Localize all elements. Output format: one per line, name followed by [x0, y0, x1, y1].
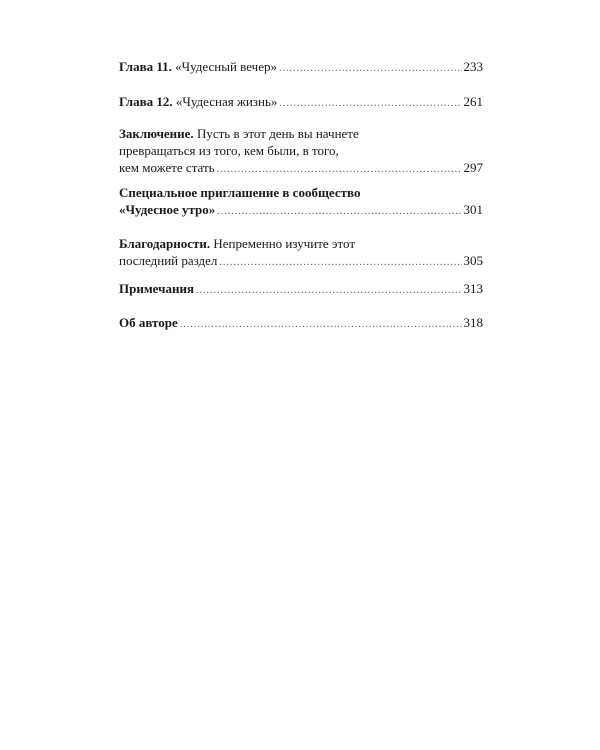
dot-leader [180, 316, 462, 333]
toc-page-number: 233 [463, 59, 483, 74]
toc-entry-title: превращаться из того, кем были, в того, [119, 143, 339, 158]
toc-entry-title: последний раздел [119, 253, 218, 268]
toc-entry-label: Благодарности. [119, 236, 211, 251]
dot-leader [217, 161, 462, 178]
toc-page-number: 261 [463, 94, 483, 109]
toc-entry-special-invitation[interactable] [119, 184, 483, 220]
dot-leader [217, 203, 461, 220]
toc-page-number: 313 [463, 281, 483, 296]
toc-entry-chapter-12[interactable] [119, 93, 483, 112]
toc-entry-title: «Чудесная жизнь» [175, 94, 278, 109]
toc-entry-title: кем можете стать [119, 160, 215, 175]
toc-entry-notes[interactable] [119, 280, 483, 299]
toc-entry-about-author[interactable] [119, 314, 483, 333]
toc-entry-label: Специальное приглашение в сообщество [119, 185, 361, 200]
toc-entry-label: Заключение. [119, 126, 194, 141]
toc-entry-acknowledgements[interactable] [119, 235, 483, 271]
dot-leader [219, 254, 461, 271]
toc-page-number: 297 [463, 160, 483, 175]
dot-leader [196, 282, 462, 299]
toc-entry-label: Глава 12. [119, 94, 173, 109]
toc-entry-label: Примечания [119, 281, 194, 296]
toc-page-number: 301 [463, 202, 483, 217]
toc-entry-conclusion[interactable] [119, 125, 483, 178]
toc-entry-label: Об авторе [119, 315, 178, 330]
toc-entry-label: Глава 11. [119, 59, 172, 74]
toc-page-number: 318 [463, 315, 483, 330]
toc-entry-title: «Чудесный вечер» [175, 59, 277, 74]
dot-leader [279, 60, 462, 77]
toc-entry-title: Пусть в этот день вы начнете [196, 126, 359, 141]
toc-entry-chapter-11[interactable] [119, 58, 483, 77]
toc-page-number: 305 [463, 253, 483, 268]
toc-entry-title: Непременно изучите этот [213, 236, 356, 251]
dot-leader [279, 95, 461, 112]
toc-entry-label: «Чудесное утро» [119, 202, 216, 217]
